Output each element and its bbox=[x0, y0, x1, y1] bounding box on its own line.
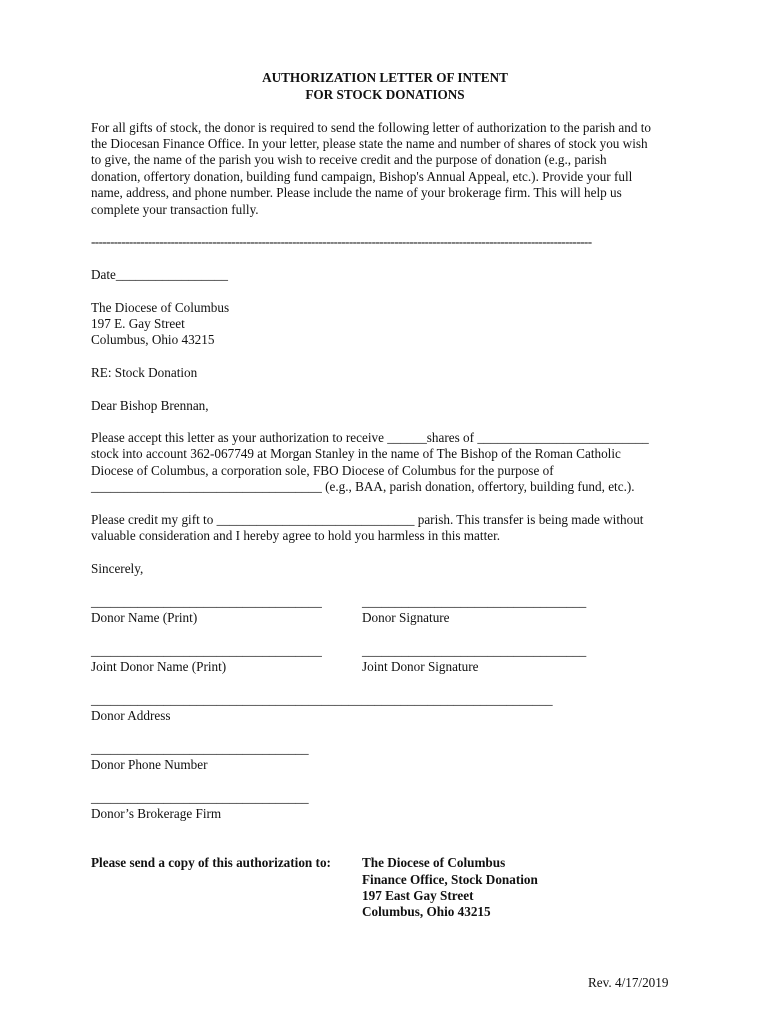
joint-donor-name-label: Joint Donor Name (Print) bbox=[91, 659, 227, 674]
recipient-name: The Diocese of Columbus bbox=[91, 300, 230, 315]
intro-line: For all gifts of stock, the donor is required to send the following letter of authorization to the parish and to bbox=[91, 120, 651, 135]
recipient-street: 197 E. Gay Street bbox=[91, 316, 185, 331]
donor-signature-blank: __________________________________ bbox=[362, 594, 587, 609]
donor-address-label: Donor Address bbox=[91, 708, 171, 723]
donor-phone-blank: _________________________________ bbox=[91, 741, 309, 756]
dashed-divider: ------------------------------------------------------------------------------------------------------------------------------------ bbox=[91, 234, 592, 249]
body-line: ___________________________________ (e.g., BAA, parish donation, offertory, building fund, etc.). bbox=[91, 479, 635, 494]
send-copy-label: Please send a copy of this authorization to: bbox=[91, 855, 331, 870]
recipient-city: Columbus, Ohio 43215 bbox=[91, 332, 215, 347]
closing: Sincerely, bbox=[91, 561, 144, 576]
body-line: valuable consideration and I hereby agree to hold you harmless in this matter. bbox=[91, 528, 501, 543]
document-title-line-1: AUTHORIZATION LETTER OF INTENT bbox=[262, 70, 508, 85]
intro-line: name, address, and phone number. Please include the name of your brokerage firm. This will help us bbox=[91, 185, 622, 200]
revision-date: Rev. 4/17/2019 bbox=[588, 975, 669, 990]
intro-line: complete your transaction fully. bbox=[91, 202, 259, 217]
document-title-line-2: FOR STOCK DONATIONS bbox=[305, 87, 465, 102]
body-line: stock into account 362-067749 at Morgan Stanley in the name of The Bishop of the Roman Catholic bbox=[91, 446, 621, 461]
send-to-line: 197 East Gay Street bbox=[362, 888, 474, 903]
re-line: RE: Stock Donation bbox=[91, 365, 198, 380]
donor-name-blank: ___________________________________ bbox=[91, 594, 322, 609]
send-to-line: The Diocese of Columbus bbox=[362, 855, 506, 870]
date-line: Date_________________ bbox=[91, 267, 228, 282]
body-line: Diocese of Columbus, a corporation sole, FBO Diocese of Columbus for the purpose of bbox=[91, 463, 554, 478]
joint-donor-name-blank: ___________________________________ bbox=[91, 643, 322, 658]
brokerage-firm-label: Donor’s Brokerage Firm bbox=[91, 806, 222, 821]
salutation: Dear Bishop Brennan, bbox=[91, 398, 209, 413]
intro-line: the Diocesan Finance Office. In your letter, please state the name and number of shares of stock you wish bbox=[91, 136, 648, 151]
brokerage-firm-blank: _________________________________ bbox=[91, 790, 309, 805]
donor-phone-label: Donor Phone Number bbox=[91, 757, 208, 772]
joint-donor-signature-blank: __________________________________ bbox=[362, 643, 587, 658]
intro-line: to give, the name of the parish you wish to receive credit and the purpose of donation (e.g., parish bbox=[91, 152, 607, 167]
send-to-line: Finance Office, Stock Donation bbox=[362, 872, 538, 887]
joint-donor-signature-label: Joint Donor Signature bbox=[362, 659, 479, 674]
body-line: Please credit my gift to ______________________________ parish. This transfer is being made without bbox=[91, 512, 644, 527]
donor-signature-label: Donor Signature bbox=[362, 610, 450, 625]
send-to-line: Columbus, Ohio 43215 bbox=[362, 904, 491, 919]
intro-line: donation, offertory donation, building fund campaign, Bishop's Annual Appeal, etc.). Provide your full bbox=[91, 169, 633, 184]
body-line: Please accept this letter as your authorization to receive ______shares of __________________________ bbox=[91, 430, 649, 445]
donor-address-blank: ______________________________________________________________________ bbox=[91, 692, 553, 707]
donor-name-label: Donor Name (Print) bbox=[91, 610, 198, 625]
